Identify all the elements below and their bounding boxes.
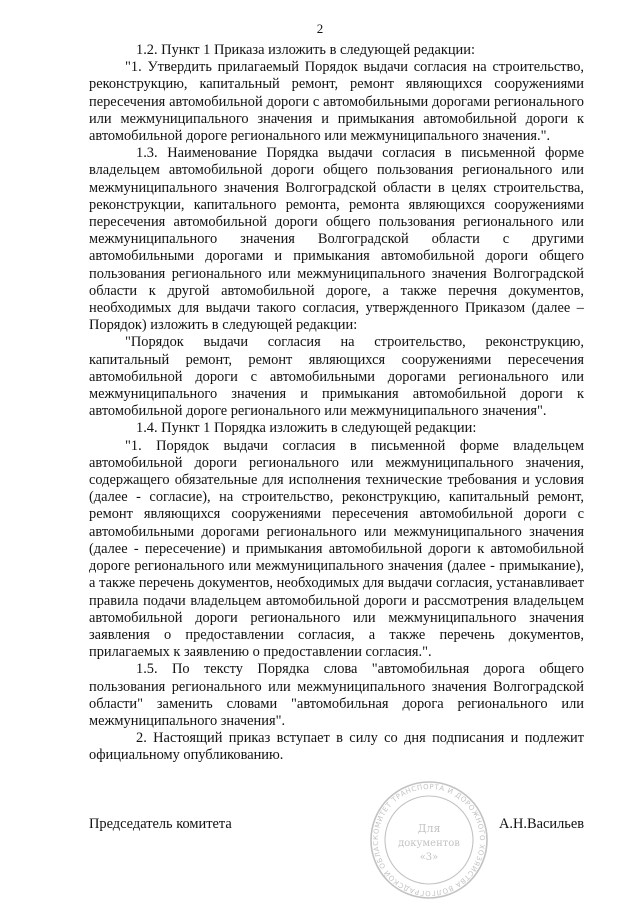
official-seal [367, 778, 491, 902]
paragraph-1-4: 1.4. Пункт 1 Порядка изложить в следующей редакции: [136, 420, 477, 437]
seal-center-line-1: Для [417, 822, 441, 835]
paragraph-1-5: 1.5. По тексту Порядка слова "автомобильная дорога общего пользования регионального или межмуниципального значения Волгоградской области" заменить словами "автомобильная дорога регионального или межмуниципального значения". [89, 661, 584, 729]
page-number: 2 [316, 21, 324, 36]
paragraph-quote-3: "1. Порядок выдачи согласия в письменной форме владельцем автомобильной дороги регионального или межмуниципального значения, содержащего обязательные для исполнения технические требования и условия (далее - согласие), на строительство, реконструкцию, капитальный ремонт, ремонт являющихся сооружениями пересечения автомобильной дороги с автомобильными дорогами регионального или межмуниципального значения (далее - пересечение) и примыкания автомобильной дороги к автомобильной дороге регионального или межмуниципального значения (далее - примыкание), а также перечень документов, необходимых для выдачи согласия, устанавливает правила подачи владельцем автомобильной дороги и рассмотрения владельцем автомобильной дороги регионального или межмуниципального значения заявления о предоставлении согласия, а также перечень документов, прилагаемых к заявлению о предоставлении согласия.". [89, 437, 584, 661]
paragraph-2: 2. Настоящий приказ вступает в силу со дня подписания и подлежит официальному опубликованию. [89, 730, 584, 764]
paragraph-quote-1: "1. Утвердить прилагаемый Порядок выдачи согласия на строительство, реконструкцию, капитальный ремонт, ремонт являющихся сооружениями пересечения автомобильной дороги с автомобильными дорогами регионального или межмуниципального значения и примыкания автомобильной дороги к автомобильной дороге регионального или межмуниципального значения.". [89, 59, 584, 145]
document-body [89, 42, 584, 765]
seal-center-line-3: «3» [419, 852, 439, 863]
seal-ring-text: КОМИТЕТ ТРАНСПОРТА И ДОРОЖНОГО ХОЗЯЙСТВА ВОЛГОГРАДСКОЙ ОБЛАС [371, 782, 487, 898]
paragraph-1-2: 1.2. Пункт 1 Приказа изложить в следующей редакции: [136, 42, 475, 58]
paragraph-1-3: 1.3. Наименование Порядка выдачи согласия в письменной форме владельцем автомобильной дороги общего пользования регионального или межмуниципального значения Волгоградской области в целях строительства, реконструкции, капитального ремонта, ремонта являющихся сооружениями пересечения автомобильной дороги общего пользования регионального или межмуниципального значения Волгоградской области с другими автомобильными дорогами и примыкания автомобильной дороги общего пользования регионального или межмуниципального значения Волгоградской области к другой автомобильной дороге, а также перечня документов, необходимых для выдачи такого согласия, утвержденного Приказом (далее – Порядок) изложить в следующей редакции: [89, 145, 584, 334]
signatory-position: Председатель комитета [89, 816, 232, 832]
signatory-name: А.Н.Васильев [499, 816, 584, 832]
paragraph-quote-2: "Порядок выдачи согласия на строительство, реконструкцию, капитальный ремонт, ремонт являющихся сооружениями пересечения автомобильной дороги с автомобильными дорогами регионального или межмуниципального значения и примыкания автомобильной дороги к автомобильной дороге регионального или межмуниципального значения". [89, 334, 584, 420]
seal-center-line-2: документов [398, 838, 460, 849]
